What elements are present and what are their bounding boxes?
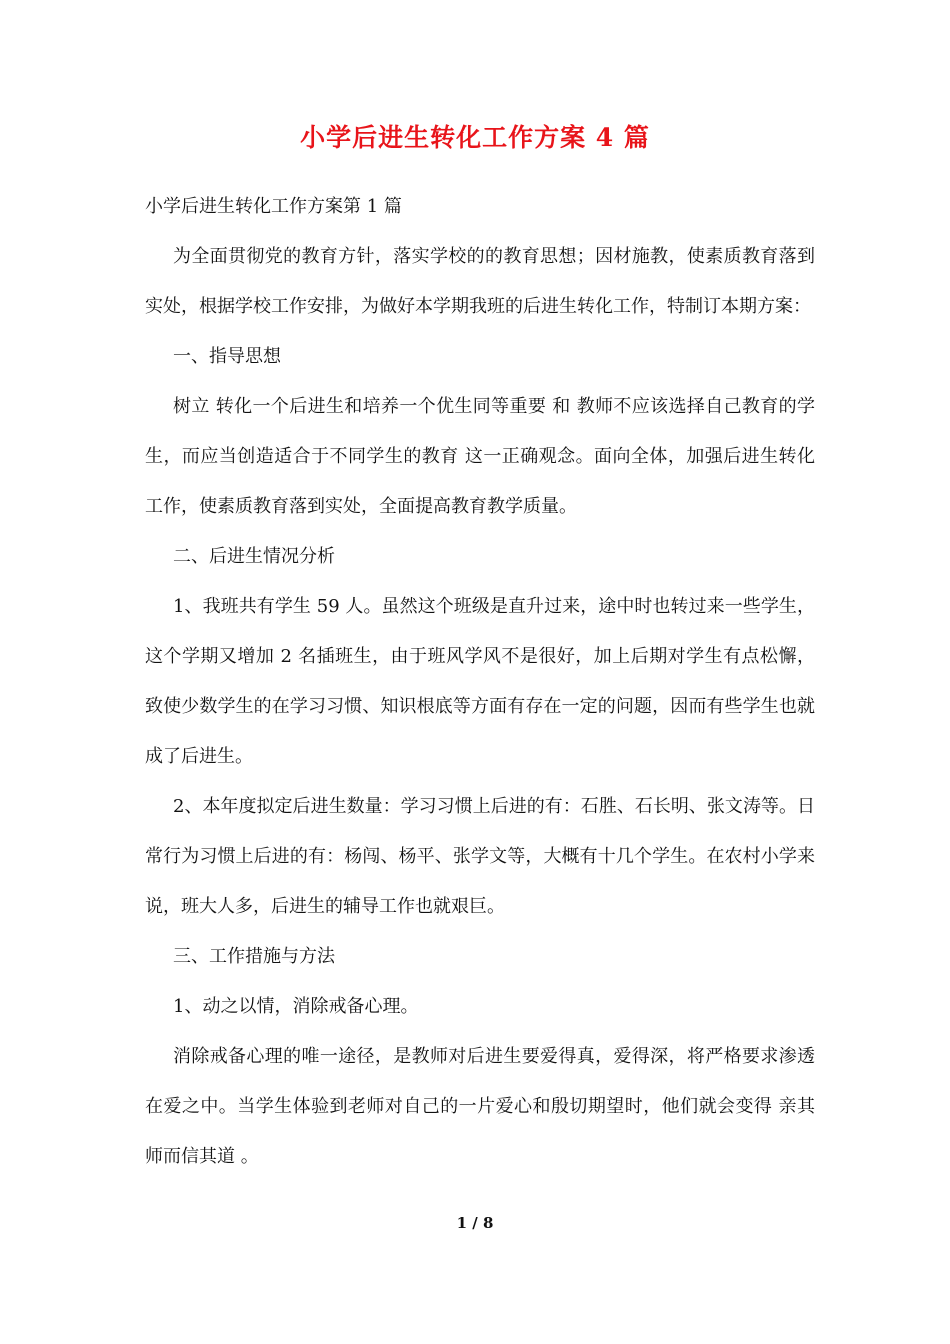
heading-measures-methods: 三、工作措施与方法 bbox=[173, 946, 335, 967]
subheading-measure-1: 1、动之以情，消除戒备心理。 bbox=[173, 996, 419, 1017]
paragraph-guiding-ideology: 树立 转化一个后进生和培养一个优生同等重要 和 教师不应该选择自己教育的学生，而应当创造适合于不同学生的教育 这一正确观念。面向全体，加强后进生转化工作，使素质教育落到实处，全面提高教育教学质量。 bbox=[145, 396, 815, 517]
document-title: 小学后进生转化工作方案 4 篇 bbox=[300, 123, 650, 152]
intro-paragraph: 为全面贯彻党的教育方针，落实学校的的教育思想；因材施教，使素质教育落到实处，根据学校工作安排，为做好本学期我班的后进生转化工作，特制订本期方案： bbox=[145, 246, 815, 317]
heading-guiding-ideology: 一、指导思想 bbox=[173, 346, 281, 367]
paragraph-analysis-2: 2、本年度拟定后进生数量：学习习惯上后进的有：石胜、石长明、张文涛等。日常行为习惯上后进的有：杨闯、杨平、张学文等，大概有十几个学生。在农村小学来说，班大人多，后进生的辅导工作也就艰巨。 bbox=[145, 796, 815, 917]
paragraph-measure-1: 消除戒备心理的唯一途径，是教师对后进生要爱得真，爱得深，将严格要求渗透在爱之中。当学生体验到老师对自己的一片爱心和殷切期望时，他们就会变得 亲其师而信其道 。 bbox=[145, 1046, 815, 1167]
section-subtitle: 小学后进生转化工作方案第 1 篇 bbox=[145, 196, 402, 217]
page-number: 1 / 8 bbox=[456, 1214, 494, 1232]
document-body bbox=[145, 182, 815, 1182]
paragraph-analysis-1: 1、我班共有学生 59 人。虽然这个班级是直升过来，途中时也转过来一些学生，这个学期又增加 2 名插班生，由于班风学风不是很好，加上后期对学生有点松懈，致使少数学生的在学习习惯、知识根底等方面有存在一定的问题，因而有些学生也就成了后进生。 bbox=[145, 596, 815, 767]
heading-situation-analysis: 二、后进生情况分析 bbox=[173, 546, 335, 567]
